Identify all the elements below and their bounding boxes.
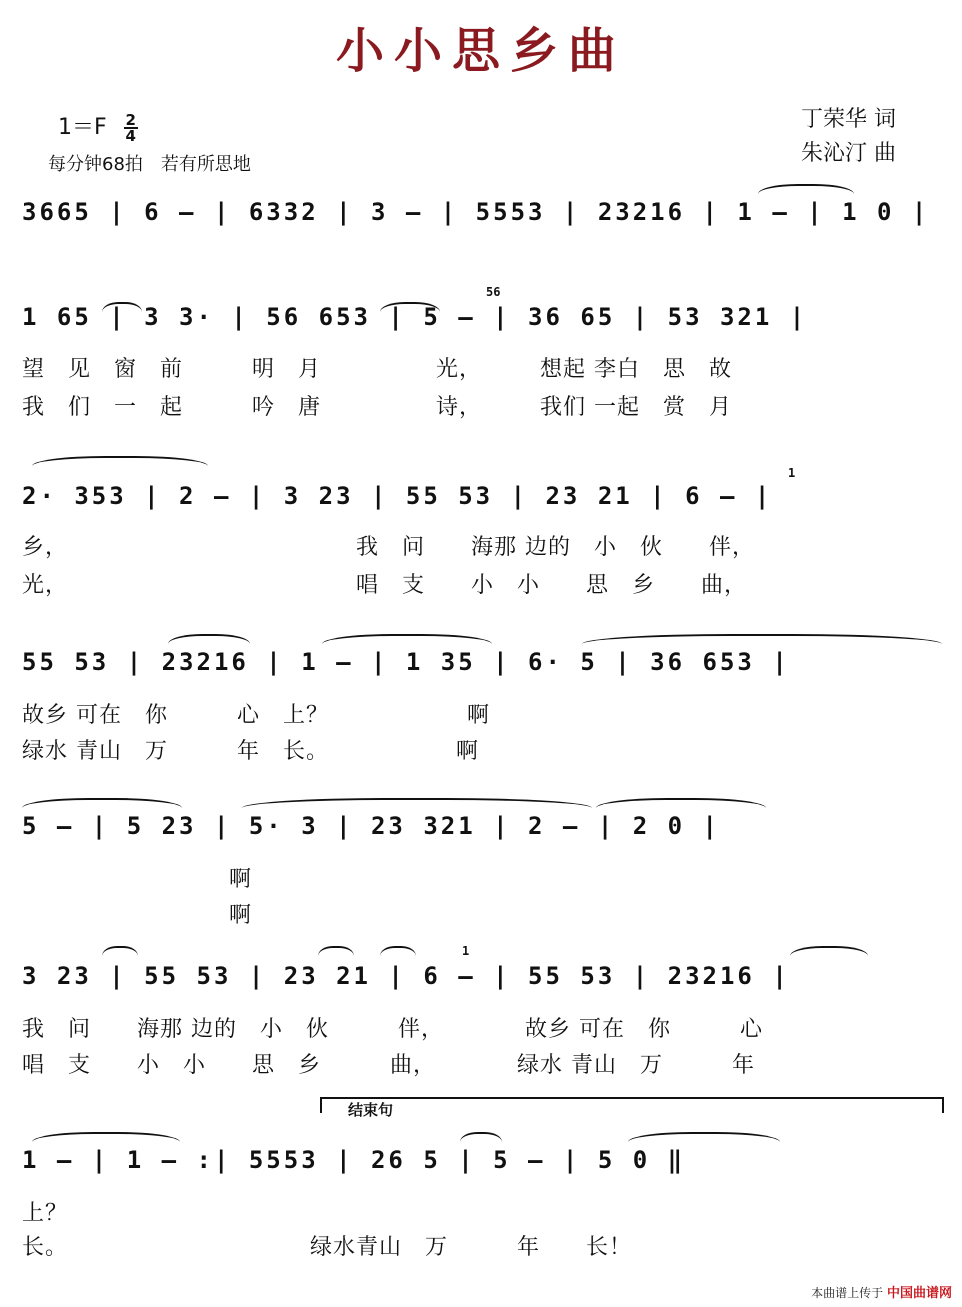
footer-prefix: 本曲谱上传于 [811,1286,884,1300]
score-line-7: 1 — | 1 — :| 5553 | 26 5 | 5 — | 5 0 ‖ [22,1146,686,1174]
score-line-6: 3 23 | 55 53 | 23 21 | 6 — | 55 53 | 23216 | [22,962,790,990]
score-line-3: 2· 353 | 2 — | 3 23 | 55 53 | 23 21 | 6 — | [22,482,773,510]
slur-arc [790,946,868,956]
lyric-line-4b: 绿水 青山 万 年 长。 啊 [22,739,479,764]
lyric-line-6b: 唱 支 小 小 思 乡 曲， 绿水 青山 万 年 [22,1053,755,1078]
song-title: 小小思乡曲 [335,23,626,79]
time-signature-bottom: 4 [125,127,136,145]
score-line-1: 3665 | 6 — | 6332 | 3 — | 5553 | 23216 | 1 — | 1 0 | [22,198,930,226]
tie-arc [628,1132,780,1142]
lyric-line-6a: 我 问 海那 边的 小 伙 伴， 故乡 可在 你 心 [22,1017,763,1042]
composer-credit: 朱沁汀 曲 [801,141,896,166]
grace-note: 56 [486,285,501,299]
slur-arc [582,634,942,644]
tie-arc [22,798,182,808]
lyric-line-3b: 光， 唱 支 小 小 思 乡 曲， [22,573,748,598]
lyric-line-3a: 乡， 我 问 海那 边的 小 伙 伴， [22,535,755,560]
lyric-line-7b: 长。 绿水青山 万 年 长！ [22,1235,633,1260]
tie-arc [322,634,492,644]
footer-credit [811,1282,952,1301]
lyric-line-5b: 啊 [22,903,253,928]
lyric-line-2a: 望 见 窗 前 明 月 光， 想起 李白 思 故 [22,357,732,382]
footer-site-logo[interactable]: 中国曲谱网 [886,1286,952,1301]
score-line-2: 1 65 | 3 3· | 56 653 | 5 — | 36 65 | 53 321 | [22,303,808,331]
score-line-5: 5 — | 5 23 | 5· 3 | 23 321 | 2 — | 2 0 | [22,812,720,840]
slur-arc [460,1132,502,1142]
tie-arc [596,798,766,808]
slur-arc [380,946,416,956]
tie-arc [758,184,854,194]
lyric-line-7a: 上？ [22,1201,69,1226]
tie-arc [32,456,208,466]
key-label: 1＝F [58,115,107,140]
time-signature-top: 2 [125,111,136,129]
lyric-line-2b: 我 们 一 起 吟 唐 诗， 我们 一起 赏 月 [22,395,732,420]
slur-arc [242,798,592,808]
slur-arc [318,946,354,956]
slur-arc [168,634,250,644]
ending-label: 结束句 [348,1101,394,1119]
lyric-line-5a: 啊 [22,867,253,892]
lyricist-credit: 丁荣华 词 [801,107,896,132]
grace-note: 1 [788,466,796,480]
key-signature [58,110,138,143]
slur-arc [102,946,138,956]
time-signature [124,113,138,143]
lyric-line-4a: 故乡 可在 你 心 上？ 啊 [22,703,490,728]
tempo-marking: 每分钟68拍 若有所思地 [48,154,251,175]
score-line-4: 55 53 | 23216 | 1 — | 1 35 | 6· 5 | 36 653 | [22,648,790,676]
ending-bracket [320,1097,944,1113]
tie-arc [32,1132,180,1142]
grace-note: 1 [462,944,470,958]
